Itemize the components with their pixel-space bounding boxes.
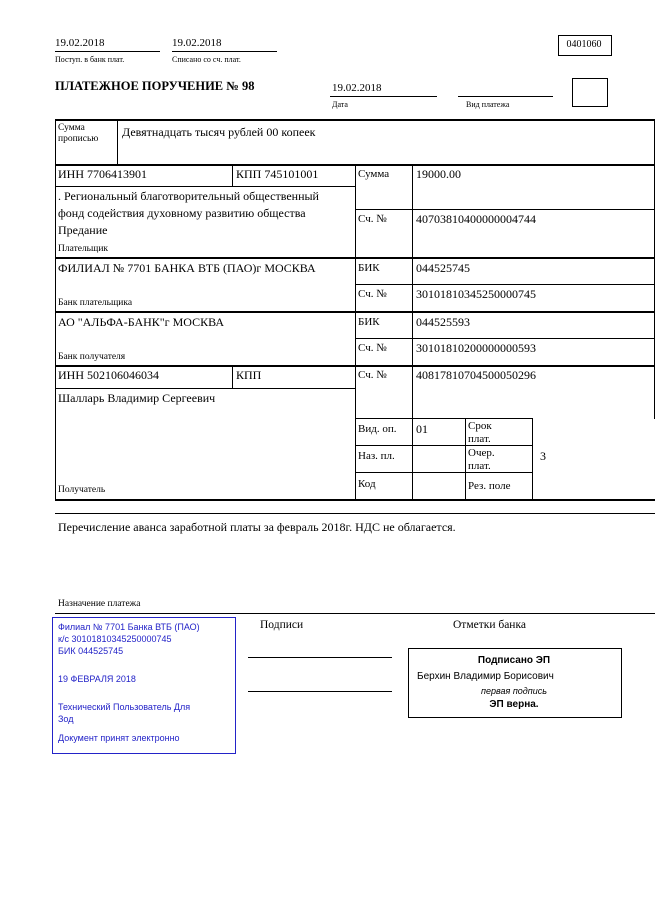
table-border	[232, 365, 233, 389]
signed-ep-title: Подписано ЭП	[477, 655, 551, 666]
payee-section-label: Получатель	[58, 485, 106, 495]
purpose-code-label: Наз. пл.	[358, 450, 395, 462]
payer-account-label: Сч. №	[358, 213, 387, 225]
sum-label: Сумма	[358, 168, 390, 180]
signer-name: Берхин Владимир Борисович	[417, 671, 554, 682]
op-type-value: 01	[416, 422, 428, 436]
table-border	[532, 418, 533, 500]
received-in-bank-label: Поступ. в банк плат.	[55, 55, 125, 64]
payee-bank-account-value: 30101810200000000593	[416, 341, 536, 355]
op-type-label: Вид. оп.	[358, 423, 397, 435]
bank-marks-heading: Отметки банка	[453, 619, 526, 631]
date-label: Дата	[332, 100, 348, 109]
table-border	[232, 164, 233, 187]
document-title: ПЛАТЕЖНОЕ ПОРУЧЕНИЕ № 98	[55, 79, 255, 93]
payee-bank-account-label: Сч. №	[358, 342, 387, 354]
table-border	[654, 119, 655, 419]
payment-type-label: Вид платежа	[466, 100, 510, 109]
table-border	[55, 186, 355, 187]
payment-type-box	[572, 78, 608, 107]
payment-purpose-text: Перечисление аванса заработной платы за февраль 2018г. НДС не облагается.	[58, 520, 456, 534]
stamp-date: 19 ФЕВРАЛЯ 2018	[58, 674, 136, 684]
stamp-corr-account: к/с 30101810345250000745	[58, 634, 172, 644]
electronic-signature-stamp	[408, 648, 622, 718]
received-in-bank-date: 19.02.2018	[55, 37, 105, 49]
stamp-accepted-text: Документ принят электронно	[58, 733, 180, 743]
payer-bank-account-value: 30101810345250000745	[416, 287, 536, 301]
payer-bank-account-label: Сч. №	[358, 288, 387, 300]
table-border	[355, 284, 655, 285]
table-border	[355, 209, 655, 210]
table-border	[55, 119, 655, 121]
payer-inn: ИНН 7706413901	[58, 167, 147, 181]
stamp-user-line1: Технический Пользователь Для	[58, 702, 191, 712]
date-underline	[330, 96, 437, 97]
payee-account-label: Сч. №	[358, 369, 387, 381]
payer-kpp: КПП 745101001	[236, 167, 319, 181]
purpose-bottom-line	[55, 613, 655, 614]
payer-name-line3: Предание	[58, 223, 108, 237]
due-date-label: Срок плат.	[468, 420, 492, 445]
payment-type-underline	[458, 96, 553, 97]
ep-verified-label: ЭП верна.	[489, 699, 539, 710]
payer-bank-bik-label: БИК	[358, 262, 380, 274]
debited-label: Списано со сч. плат.	[172, 55, 241, 64]
sum-value: 19000.00	[416, 167, 461, 181]
reserve-field-label: Рез. поле	[468, 480, 511, 492]
priority-value: 3	[540, 449, 546, 463]
table-border	[412, 164, 413, 501]
table-border	[355, 164, 356, 501]
payee-bank-bik-label: БИК	[358, 316, 380, 328]
payer-bank-bik-value: 044525745	[416, 261, 470, 275]
first-signature-label: первая подпись	[481, 686, 547, 696]
signature-line-1	[248, 657, 392, 658]
payer-name-line2: фонд содействия духовному развитию общества	[58, 206, 306, 220]
amount-words-label: Сумма прописью	[58, 123, 99, 145]
table-border	[355, 338, 655, 339]
purpose-area-line	[55, 513, 655, 514]
signatures-heading: Подписи	[260, 619, 304, 631]
table-border	[55, 388, 355, 389]
payee-inn: ИНН 502106046034	[58, 368, 159, 382]
payer-bank-section-label: Банк плательщика	[58, 298, 133, 308]
payer-bank-name: ФИЛИАЛ № 7701 БАНКА ВТБ (ПАО)г МОСКВА	[58, 261, 316, 275]
payee-kpp: КПП	[236, 368, 262, 382]
table-border	[55, 119, 56, 501]
payee-bank-section-label: Банк получателя	[58, 352, 126, 362]
code-label: Код	[358, 478, 376, 490]
debited-date: 19.02.2018	[172, 37, 222, 49]
stamp-bik: БИК 044525745	[58, 646, 124, 656]
payment-purpose-label: Назначение платежа	[58, 599, 141, 609]
payee-bank-name: АО "АЛЬФА-БАНК"г МОСКВА	[58, 315, 225, 329]
stamp-bank-branch: Филиал № 7701 Банка ВТБ (ПАО)	[58, 622, 200, 632]
stamp-user-line2: Зод	[58, 714, 74, 724]
payee-account-value: 40817810704500050296	[416, 368, 536, 382]
payer-account-value: 40703810400000004744	[416, 212, 536, 226]
payee-bank-bik-value: 044525593	[416, 315, 470, 329]
table-border	[117, 119, 118, 165]
priority-label: Очер. плат.	[468, 447, 495, 472]
document-date: 19.02.2018	[332, 82, 382, 94]
amount-words-value: Девятнадцать тысяч рублей 00 копеек	[122, 125, 316, 139]
payee-name: Шалларь Владимир Сергеевич	[58, 391, 216, 405]
bank-electronic-stamp	[52, 617, 236, 754]
debited-date-underline	[172, 51, 277, 52]
table-border	[355, 418, 532, 419]
table-border	[465, 418, 466, 500]
payer-section-label: Плательщик	[58, 244, 109, 254]
signature-line-2	[248, 691, 392, 692]
received-date-underline	[55, 51, 160, 52]
form-code-box	[558, 35, 612, 56]
form-code: 0401060	[566, 39, 602, 50]
payer-name-line1: . Региональный благотворительный общественный	[58, 189, 319, 203]
